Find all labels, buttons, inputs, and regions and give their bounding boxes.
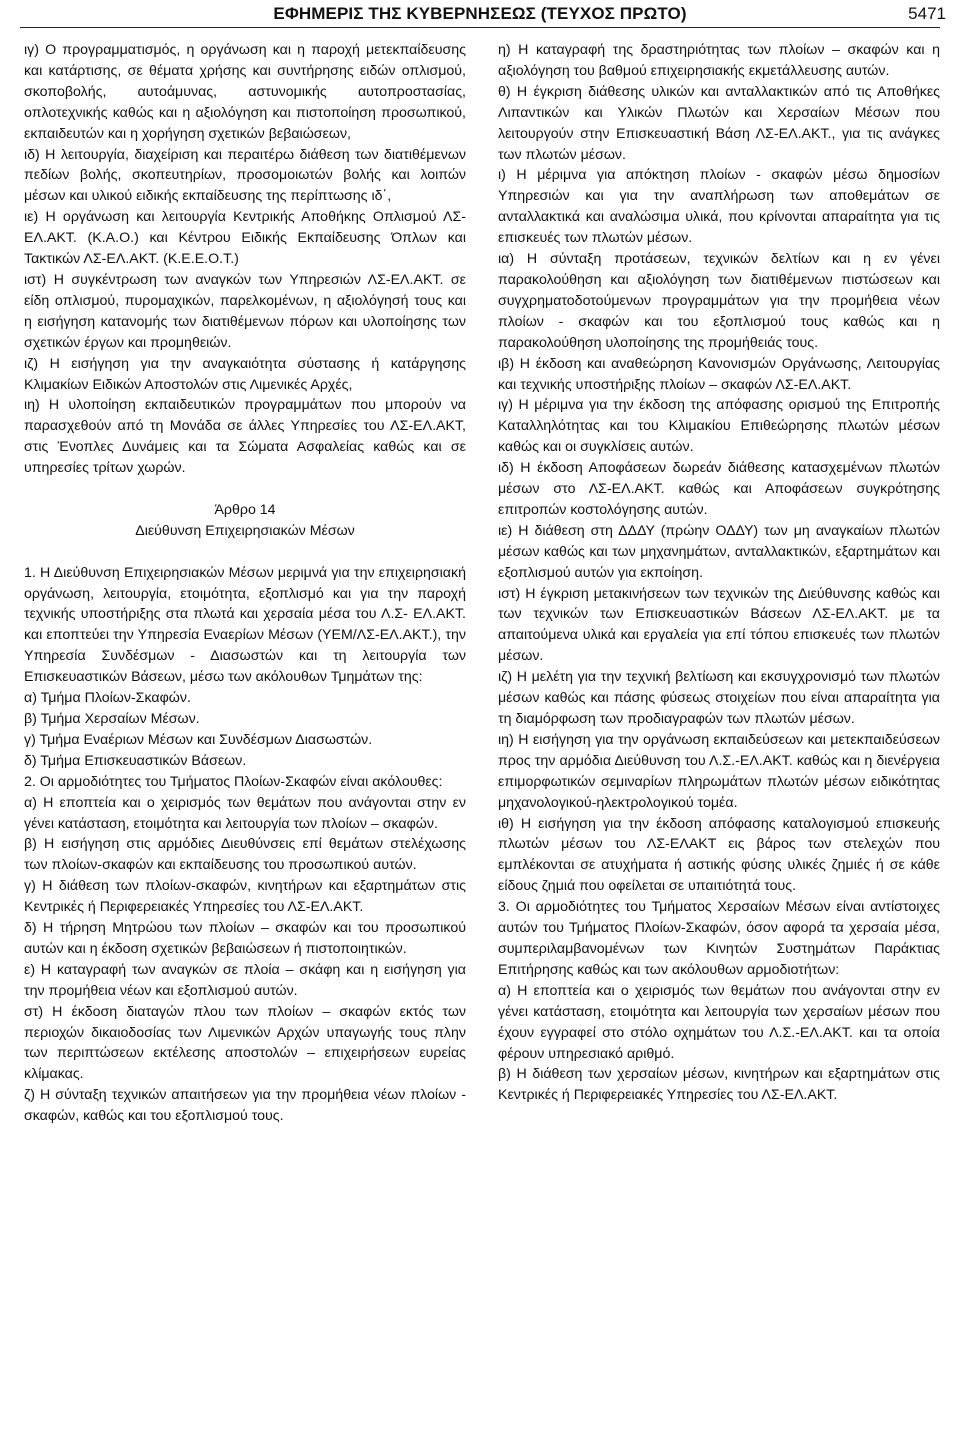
paragraph: δ) Τμήμα Επισκευαστικών Βάσεων.	[24, 752, 247, 769]
paragraph: α) Η εποπτεία και ο χειρισμός των θεμάτων που ανάγονται στην εν γένει κατάσταση, ετοιμότητα και λειτουργία των πλοίων – σκαφών.	[24, 794, 466, 832]
text-columns	[24, 40, 940, 1425]
paragraph: δ) Η τήρηση Μητρώου των πλοίων – σκαφών και του προσωπικού αυτών και η έκδοση σχετικών βεβαιώσεων ή πιστοποιητικών.	[24, 920, 466, 957]
running-title: ΕΦΗΜΕΡΙΣ ΤΗΣ ΚΥΒΕΡΝΗΣΕΩΣ (ΤΕΥΧΟΣ ΠΡΩΤΟ)	[273, 4, 687, 23]
paragraph: ιγ) Ο προγραμματισμός, η οργάνωση και η παροχή μετεκπαίδευσης και κατάρτισης, σε θέματα χρήσης και συντήρησης ειδών οπλισμού, σκοποβολής, αυτοάμυνας, αστυνομικής αυτοπροστασίας, οπλοτεχνικής καθώς και η αξιολόγηση και πιστοποίηση προσωπικού, εκπαιδευτών και η χορήγηση σχετικών βεβαιώσεων,	[24, 42, 466, 142]
paragraph: ιθ) Η εισήγηση για την έκδοση απόφασης καταλογισμού επισκευής πλωτών μέσων του ΛΣ-ΕΛΑΚΤ εις βάρος των στελεχών που εμπλέκονται σε ατυχήματα ή αστικής φύσης υλικές ζημιές ή σε κάθε είδους ζημιά που οφείλεται σε υπαιτιότητά τους.	[498, 815, 940, 895]
article-heading: Άρθρο 14	[214, 501, 276, 518]
paragraph: ζ) Η σύνταξη τεχνικών απαιτήσεων για την προμήθεια νέων πλοίων - σκαφών, καθώς και του εξοπλισμού τους.	[24, 1087, 466, 1125]
paragraph: 3. Οι αρμοδιότητες του Τμήματος Χερσαίων Μέσων είναι αντίστοιχες αυτών του Τμήματος Πλοίων-Σκαφών, όσον αφορά τα χερσαία μέσα, συμπεριλαμβανομένων των Κινητών Συστημάτων Παράκτιας Επιτήρησης καθώς και των ακόλουθων αρμοδιοτήτων:	[498, 899, 940, 978]
paragraph: 1. Η Διεύθυνση Επιχειρησιακών Μέσων μεριμνά για την επιχειρησιακή οργάνωση, λειτουργία, ετοιμότητα, εξοπλισμό και για την παροχή τεχνικής υποστήριξης στα πλωτά και χερσαία μέσα του Λ.Σ- ΕΛ.ΑΚΤ. και εποπτεύει την Υπηρεσία Εναερίων Μέσων (ΥΕΜ/ΛΣ-ΕΛ.ΑΚΤ.), την Υπηρεσία Συνδέσμων - Διασωστών και τη λειτουργία των Επισκευαστικών Βάσεων, μέσω των ακόλουθων Τμημάτων της:	[24, 564, 466, 686]
paragraph: ιδ) Η έκδοση Αποφάσεων δωρεάν διάθεσης κατασχεμένων πλωτών μέσων στο ΛΣ-ΕΛ.ΑΚΤ. καθώς και Αποφάσεων συγκρότησης επιτροπών κοστολόγησης αυτών.	[498, 460, 940, 518]
paragraph: β) Τμήμα Χερσαίων Μέσων.	[24, 710, 200, 727]
article-heading: Διεύθυνση Επιχειρησιακών Μέσων	[135, 522, 355, 539]
paragraph: ιστ) Η συγκέντρωση των αναγκών των Υπηρεσιών ΛΣ-ΕΛ.ΑΚΤ. σε είδη οπλισμού, πυρομαχικών, παρελκομένων, η αξιολόγησή τους και η εισήγηση κατανομής των διατιθέμενων πόρων και υλοποίησης των σχετικών έργων και προμηθειών.	[24, 271, 466, 351]
right-column	[498, 40, 940, 1425]
section-gap	[24, 479, 466, 500]
page-number: 5471	[908, 4, 946, 23]
paragraph: ιε) Η οργάνωση και λειτουργία Κεντρικής Αποθήκης Οπλισμού ΛΣ-ΕΛ.ΑΚΤ. (Κ.Α.Ο.) και Κέντρου Ειδικής Εκπαίδευσης Όπλων και Τακτικών ΛΣ-ΕΛ.ΑΚΤ. (Κ.Ε.Ε.Ο.Τ.)	[24, 209, 466, 268]
paragraph: ιγ) Η μέριμνα για την έκδοση της απόφασης ορισμού της Επιτροπής Καταλληλότητας και του Κλιμακίου Επιθεώρησης πλωτών μέσων καθώς και οι συγκλίσεις αυτών.	[498, 397, 940, 456]
paragraph: ιη) Η εισήγηση για την οργάνωση εκπαιδεύσεων και μετεκπαιδεύσεων προς την αρμόδια Διεύθυνση του Λ.Σ.-ΕΛ.ΑΚΤ. καθώς και η διενέργεια επιμορφωτικών σεμιναρίων πληρωμάτων πλωτών μέσων ειδικότητας μηχανολογικού-ηλεκτρολογικού τομέα.	[498, 731, 940, 811]
paragraph: ε) Η καταγραφή των αναγκών σε πλοία – σκάφη και η εισήγηση για την προμήθεια νέων και εξοπλισμού αυτών.	[24, 961, 466, 999]
paragraph: α) Η εποπτεία και ο χειρισμός των θεμάτων που ανάγονται στην εν γένει κατάσταση, ετοιμότητα και λειτουργία των χερσαίων μέσων που έχουν εγγραφεί στο στόλο οχημάτων του Λ.Σ.-ΕΛ.ΑΚΤ. και τα οποία φέρουν υπηρεσιακό αριθμό.	[498, 982, 940, 1062]
left-column	[24, 40, 466, 1425]
paragraph: γ) Η διάθεση των πλοίων-σκαφών, κινητήρων και εξαρτημάτων στις Κεντρικές ή Περιφερειακές Υπηρεσίες του ΛΣ-ΕΛ.ΑΚΤ.	[24, 878, 466, 916]
paragraph: ιβ) Η έκδοση και αναθεώρηση Κανονισμών Οργάνωσης, Λειτουργίας και τεχνικής υποστήριξης πλοίων – σκαφών ΛΣ-ΕΛ.ΑΚΤ.	[498, 355, 940, 393]
paragraph: ιε) Η διάθεση στη ΔΔΔΥ (πρώην ΟΔΔΥ) των μη αναγκαίων πλωτών μέσων καθώς και των μηχανημάτων, ανταλλακτικών, εξαρτημάτων και εξοπλισμού αυτών για εκποίηση.	[498, 522, 940, 581]
paragraph: β) Η εισήγηση στις αρμόδιες Διευθύνσεις επί θεμάτων στελέχωσης των πλοίων-σκαφών και εκπαίδευσης του προσωπικού αυτών.	[24, 836, 466, 874]
paragraph: β) Η διάθεση των χερσαίων μέσων, κινητήρων και εξαρτημάτων στις Κεντρικές ή Περιφερειακές Υπηρεσίες του ΛΣ-ΕΛ.ΑΚΤ.	[498, 1066, 940, 1104]
paragraph: γ) Τμήμα Εναέριων Μέσων και Συνδέσμων Διασωστών.	[24, 731, 373, 748]
paragraph: ιδ) Η λειτουργία, διαχείριση και περαιτέρω διάθεση των διατιθέμενων πεδίων βολής, σκοπευτηρίων, προσομοιωτών βολής και λοιπών μέσων και υλικού ειδικής εκπαίδευσης της περίπτωσης ιδ΄,	[24, 146, 466, 205]
paragraph: α) Τμήμα Πλοίων-Σκαφών.	[24, 690, 191, 707]
header-rule	[20, 27, 940, 28]
paragraph: ι) Η μέριμνα για απόκτηση πλοίων - σκαφών μέσω δημοσίων Υπηρεσιών και για την αναπλήρωση των αποθεμάτων σε ανταλλακτικά και αναλώσιμα υλικά, που κρίνονται απαραίτητα για τις επισκευές των πλωτών μέσων.	[498, 167, 940, 247]
paragraph: στ) Η έκδοση διαταγών πλου των πλοίων – σκαφών εκτός των περιοχών δικαιοδοσίας των Λιμενικών Αρχών υπαγωγής τους πλην των περιπτώσεων εκτέλεσης αποστολών – επιχειρήσεων ευρείας κλίμακας.	[24, 1003, 466, 1083]
paragraph: ιζ) Η μελέτη για την τεχνική βελτίωση και εκσυγχρονισμό των πλωτών μέσων καθώς και πάσης φύσεως στοιχείων που είναι απαραίτητα για τη διαμόρφωση των προδιαγραφών των πλωτών μέσων.	[498, 669, 940, 727]
paragraph: ιη) Η υλοποίηση εκπαιδευτικών προγραμμάτων που μπορούν να παρασχεθούν από τη Μονάδα σε άλλες Υπηρεσίες του ΛΣ-ΕΛ.ΑΚΤ, στις Ένοπλες Δυνάμεις και τα Σώματα Ασφαλείας καθώς και σε υπηρεσίες τρίτων χωρών.	[24, 397, 466, 477]
paragraph: ιζ) Η εισήγηση για την αναγκαιότητα σύστασης ή κατάργησης Κλιμακίων Ειδικών Αποστολών στις Λιμενικές Αρχές,	[24, 355, 466, 393]
paragraph: η) Η καταγραφή της δραστηριότητας των πλοίων – σκαφών και η αξιολόγηση του βαθμού επιχειρησιακής εκμετάλλευσης αυτών.	[498, 42, 940, 79]
paragraph: ιστ) Η έγκριση μετακινήσεων των τεχνικών της Διεύθυνσης καθώς και των τεχνικών των Επισκευαστικών Βάσεων ΛΣ-ΕΛ.ΑΚΤ. με τα απαιτούμενα υλικά και εργαλεία για επί τόπου επισκευές των πλωτών μέσων.	[498, 585, 940, 665]
section-gap	[24, 542, 466, 563]
paragraph: ια) Η σύνταξη προτάσεων, τεχνικών δελτίων και η εν γένει παρακολούθηση και αξιολόγηση των διατιθέμενων πιστώσεων και συγχρηματοδοτούμενων προγραμμάτων για την προμήθεια νέων πλοίων - σκαφών και του εξοπλισμού τους καθώς και η παρακολούθηση υλοποίησης της προμήθειάς τους.	[498, 251, 940, 351]
paragraph: 2. Οι αρμοδιότητες του Τμήματος Πλοίων-Σκαφών είναι ακόλουθες:	[24, 773, 443, 790]
paragraph: θ) Η έγκριση διάθεσης υλικών και ανταλλακτικών από τις Αποθήκες Λιπαντικών και Υλικών Πλωτών και Χερσαίων Μέσων που λειτουργούν στην Επισκευαστική Βάση ΛΣ-ΕΛ.ΑΚΤ., για τις ανάγκες των πλωτών μέσων.	[498, 83, 940, 163]
page-header	[0, 0, 960, 30]
